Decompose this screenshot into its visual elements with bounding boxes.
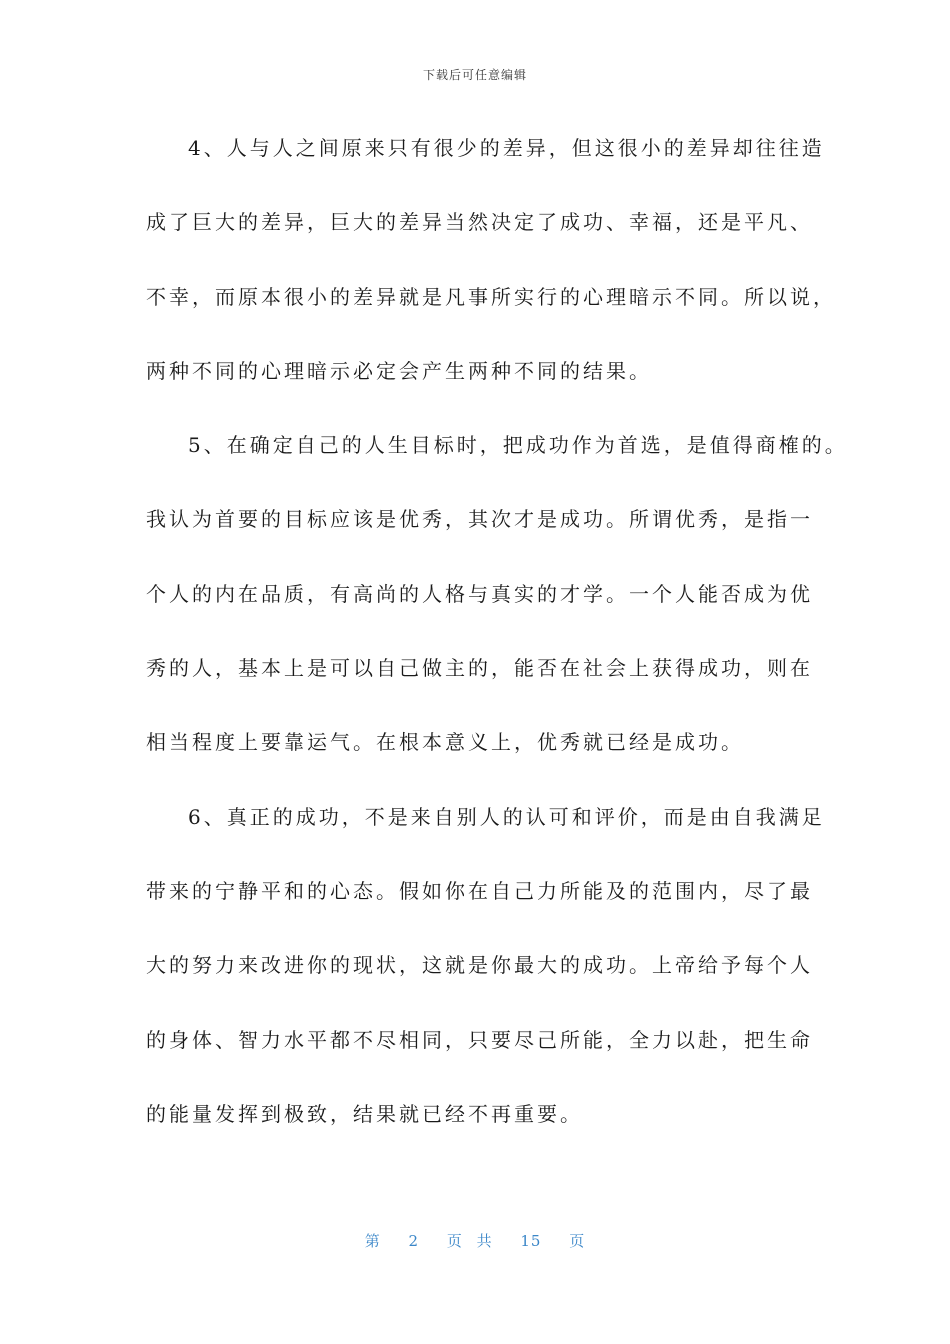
- footer-suffix: 页: [569, 1232, 586, 1250]
- document-body: [146, 128, 848, 1168]
- paragraph-6-line-4: 的身体、智力水平都不尽相同，只要尽己所能，全力以赴，把生命: [146, 1027, 813, 1052]
- paragraph-6-line-1: 6、真正的成功，不是来自别人的认可和评价，而是由自我满足: [188, 804, 825, 829]
- page-header: 下载后可任意编辑: [422, 68, 527, 82]
- paragraph-4-line-2: 成了巨大的差异，巨大的差异当然决定了成功、幸福，还是平凡、: [146, 210, 813, 235]
- page-footer: [0, 1230, 950, 1251]
- paragraph-4-line-4: 两种不同的心理暗示必定会产生两种不同的结果。: [146, 358, 652, 383]
- footer-middle: 页 共: [446, 1232, 493, 1250]
- paragraph-6-line-5: 的能量发挥到极致，结果就已经不再重要。: [146, 1101, 583, 1126]
- footer-current-page: 2: [408, 1232, 420, 1250]
- paragraph-5-line-5: 相当程度上要靠运气。在根本意义上，优秀就已经是成功。: [146, 730, 744, 755]
- footer-prefix: 第: [364, 1232, 381, 1250]
- paragraph-5-line-3: 个人的内在品质，有高尚的人格与真实的才学。一个人能否成为优: [146, 581, 813, 606]
- paragraph-5-line-2: 我认为首要的目标应该是优秀，其次才是成功。所谓优秀，是指一: [146, 507, 813, 532]
- paragraph-5-line-4: 秀的人，基本上是可以自己做主的，能否在社会上获得成功，则在: [146, 656, 813, 681]
- paragraph-6-line-2: 带来的宁静平和的心态。假如你在自己力所能及的范围内，尽了最: [146, 878, 813, 903]
- paragraph-6-line-3: 大的努力来改进你的现状，这就是你最大的成功。上帝给予每个人: [146, 953, 813, 978]
- paragraph-4-line-1: 4、人与人之间原来只有很少的差异，但这很小的差异却往往造: [188, 136, 825, 160]
- footer-total-pages: 15: [520, 1232, 542, 1250]
- paragraph-5-line-1: 5、在确定自己的人生目标时，把成功作为首选，是值得商榷的。: [188, 433, 848, 458]
- paragraph-4-line-3: 不幸，而原本很小的差异就是凡事所实行的心理暗示不同。所以说，: [146, 284, 836, 309]
